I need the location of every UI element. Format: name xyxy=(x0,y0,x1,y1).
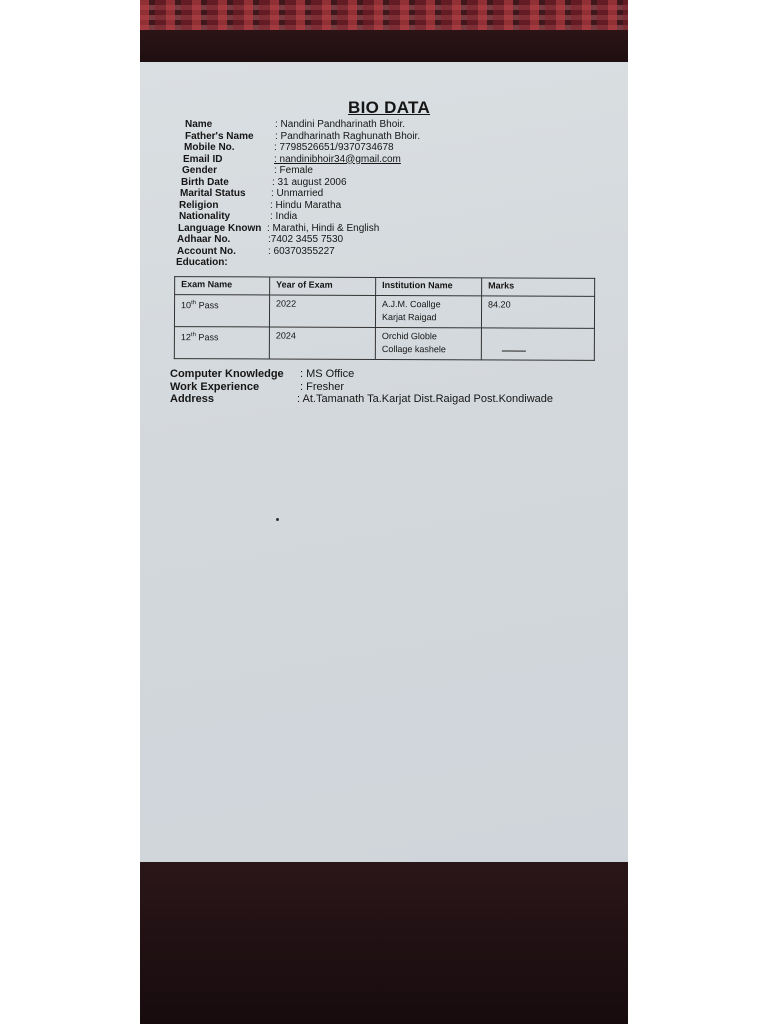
field-email-label: Email ID xyxy=(183,153,223,165)
additional-details xyxy=(170,368,620,406)
bio-data-sheet xyxy=(140,62,628,865)
field-fathers-name xyxy=(176,131,616,143)
field-language-value: : Marathi, Hindi & English xyxy=(267,222,380,234)
background-shadow xyxy=(140,30,628,66)
document-title: BIO DATA xyxy=(348,98,431,117)
header-year: Year of Exam xyxy=(270,277,376,295)
field-work-experience-value: : Fresher xyxy=(300,380,345,393)
field-birth-date-label: Birth Date xyxy=(181,176,229,188)
table-row xyxy=(174,327,594,361)
field-email-value[interactable]: : nandinibhoir34@gmail.com xyxy=(274,153,401,165)
header-exam-name: Exam Name xyxy=(175,277,270,295)
field-marital-status xyxy=(176,188,616,200)
cell-marks xyxy=(481,328,594,360)
education-table xyxy=(174,276,595,361)
field-account-label: Account No. xyxy=(177,245,236,257)
field-address xyxy=(170,393,620,406)
field-account xyxy=(176,246,616,258)
field-mobile-label: Mobile No. xyxy=(184,142,235,153)
table-row xyxy=(174,295,594,329)
field-computer-knowledge-label: Computer Knowledge xyxy=(170,368,284,380)
field-email xyxy=(176,154,616,166)
field-gender-label: Gender xyxy=(182,165,218,176)
document-photo xyxy=(140,0,628,1024)
field-address-value: : At.Tamanath Ta.Karjat Dist.Raigad Post.Kondiwade xyxy=(297,393,553,405)
field-address-label: Address xyxy=(170,393,215,405)
field-education xyxy=(176,257,616,269)
blank-marks-line xyxy=(502,351,526,352)
field-language xyxy=(176,223,616,235)
field-religion-label: Religion xyxy=(179,199,219,211)
field-gender-value: : Female xyxy=(274,165,313,176)
field-gender xyxy=(176,165,616,177)
field-marital-status-value: : Unmarried xyxy=(271,188,324,199)
field-nationality xyxy=(176,211,616,223)
field-religion xyxy=(176,200,616,212)
field-computer-knowledge-value: : MS Office xyxy=(300,368,355,380)
field-work-experience xyxy=(170,381,620,394)
field-nationality-value: : India xyxy=(270,211,298,222)
field-name-label: Name xyxy=(185,119,213,130)
cell-exam: 12th Pass xyxy=(174,327,269,359)
field-birth-date xyxy=(176,177,616,189)
field-account-value: : 60370355227 xyxy=(268,245,335,257)
cell-marks: 84.20 xyxy=(481,296,594,328)
field-mobile xyxy=(176,142,616,154)
background-surface xyxy=(140,862,628,1024)
field-work-experience-label: Work Experience xyxy=(170,380,260,393)
header-institution: Institution Name xyxy=(376,277,482,295)
field-education-label: Education: xyxy=(176,257,228,268)
field-marital-status-label: Marital Status xyxy=(180,188,246,199)
personal-details xyxy=(176,119,616,269)
table-header-row xyxy=(175,277,595,297)
header-marks: Marks xyxy=(482,278,595,296)
field-name-value: : Nandini Pandharinath Bhoir. xyxy=(275,119,406,130)
cell-institution: Orchid Globle Collage kashele xyxy=(375,327,481,359)
cell-year: 2024 xyxy=(269,327,375,359)
field-name xyxy=(176,119,616,131)
background-cloth xyxy=(140,0,628,30)
paper-speck xyxy=(276,518,279,521)
cell-year: 2022 xyxy=(269,295,375,327)
field-nationality-label: Nationality xyxy=(179,211,231,222)
field-adhaar-label: Adhaar No. xyxy=(177,234,231,245)
cell-institution: A.J.M. Coallge Karjat Raigad xyxy=(375,295,481,327)
cell-exam: 10th Pass xyxy=(174,295,269,327)
field-religion-value: : Hindu Maratha xyxy=(270,199,342,211)
field-adhaar-value: :7402 3455 7530 xyxy=(268,234,344,245)
field-birth-date-value: : 31 august 2006 xyxy=(272,176,347,188)
field-mobile-value: : 7798526651/9370734678 xyxy=(274,142,394,153)
field-fathers-name-value: : Pandharinath Raghunath Bhoir. xyxy=(275,130,421,142)
field-adhaar xyxy=(176,234,616,246)
field-fathers-name-label: Father's Name xyxy=(185,130,254,142)
field-computer-knowledge xyxy=(170,368,620,381)
field-language-label: Language Known xyxy=(178,222,262,234)
